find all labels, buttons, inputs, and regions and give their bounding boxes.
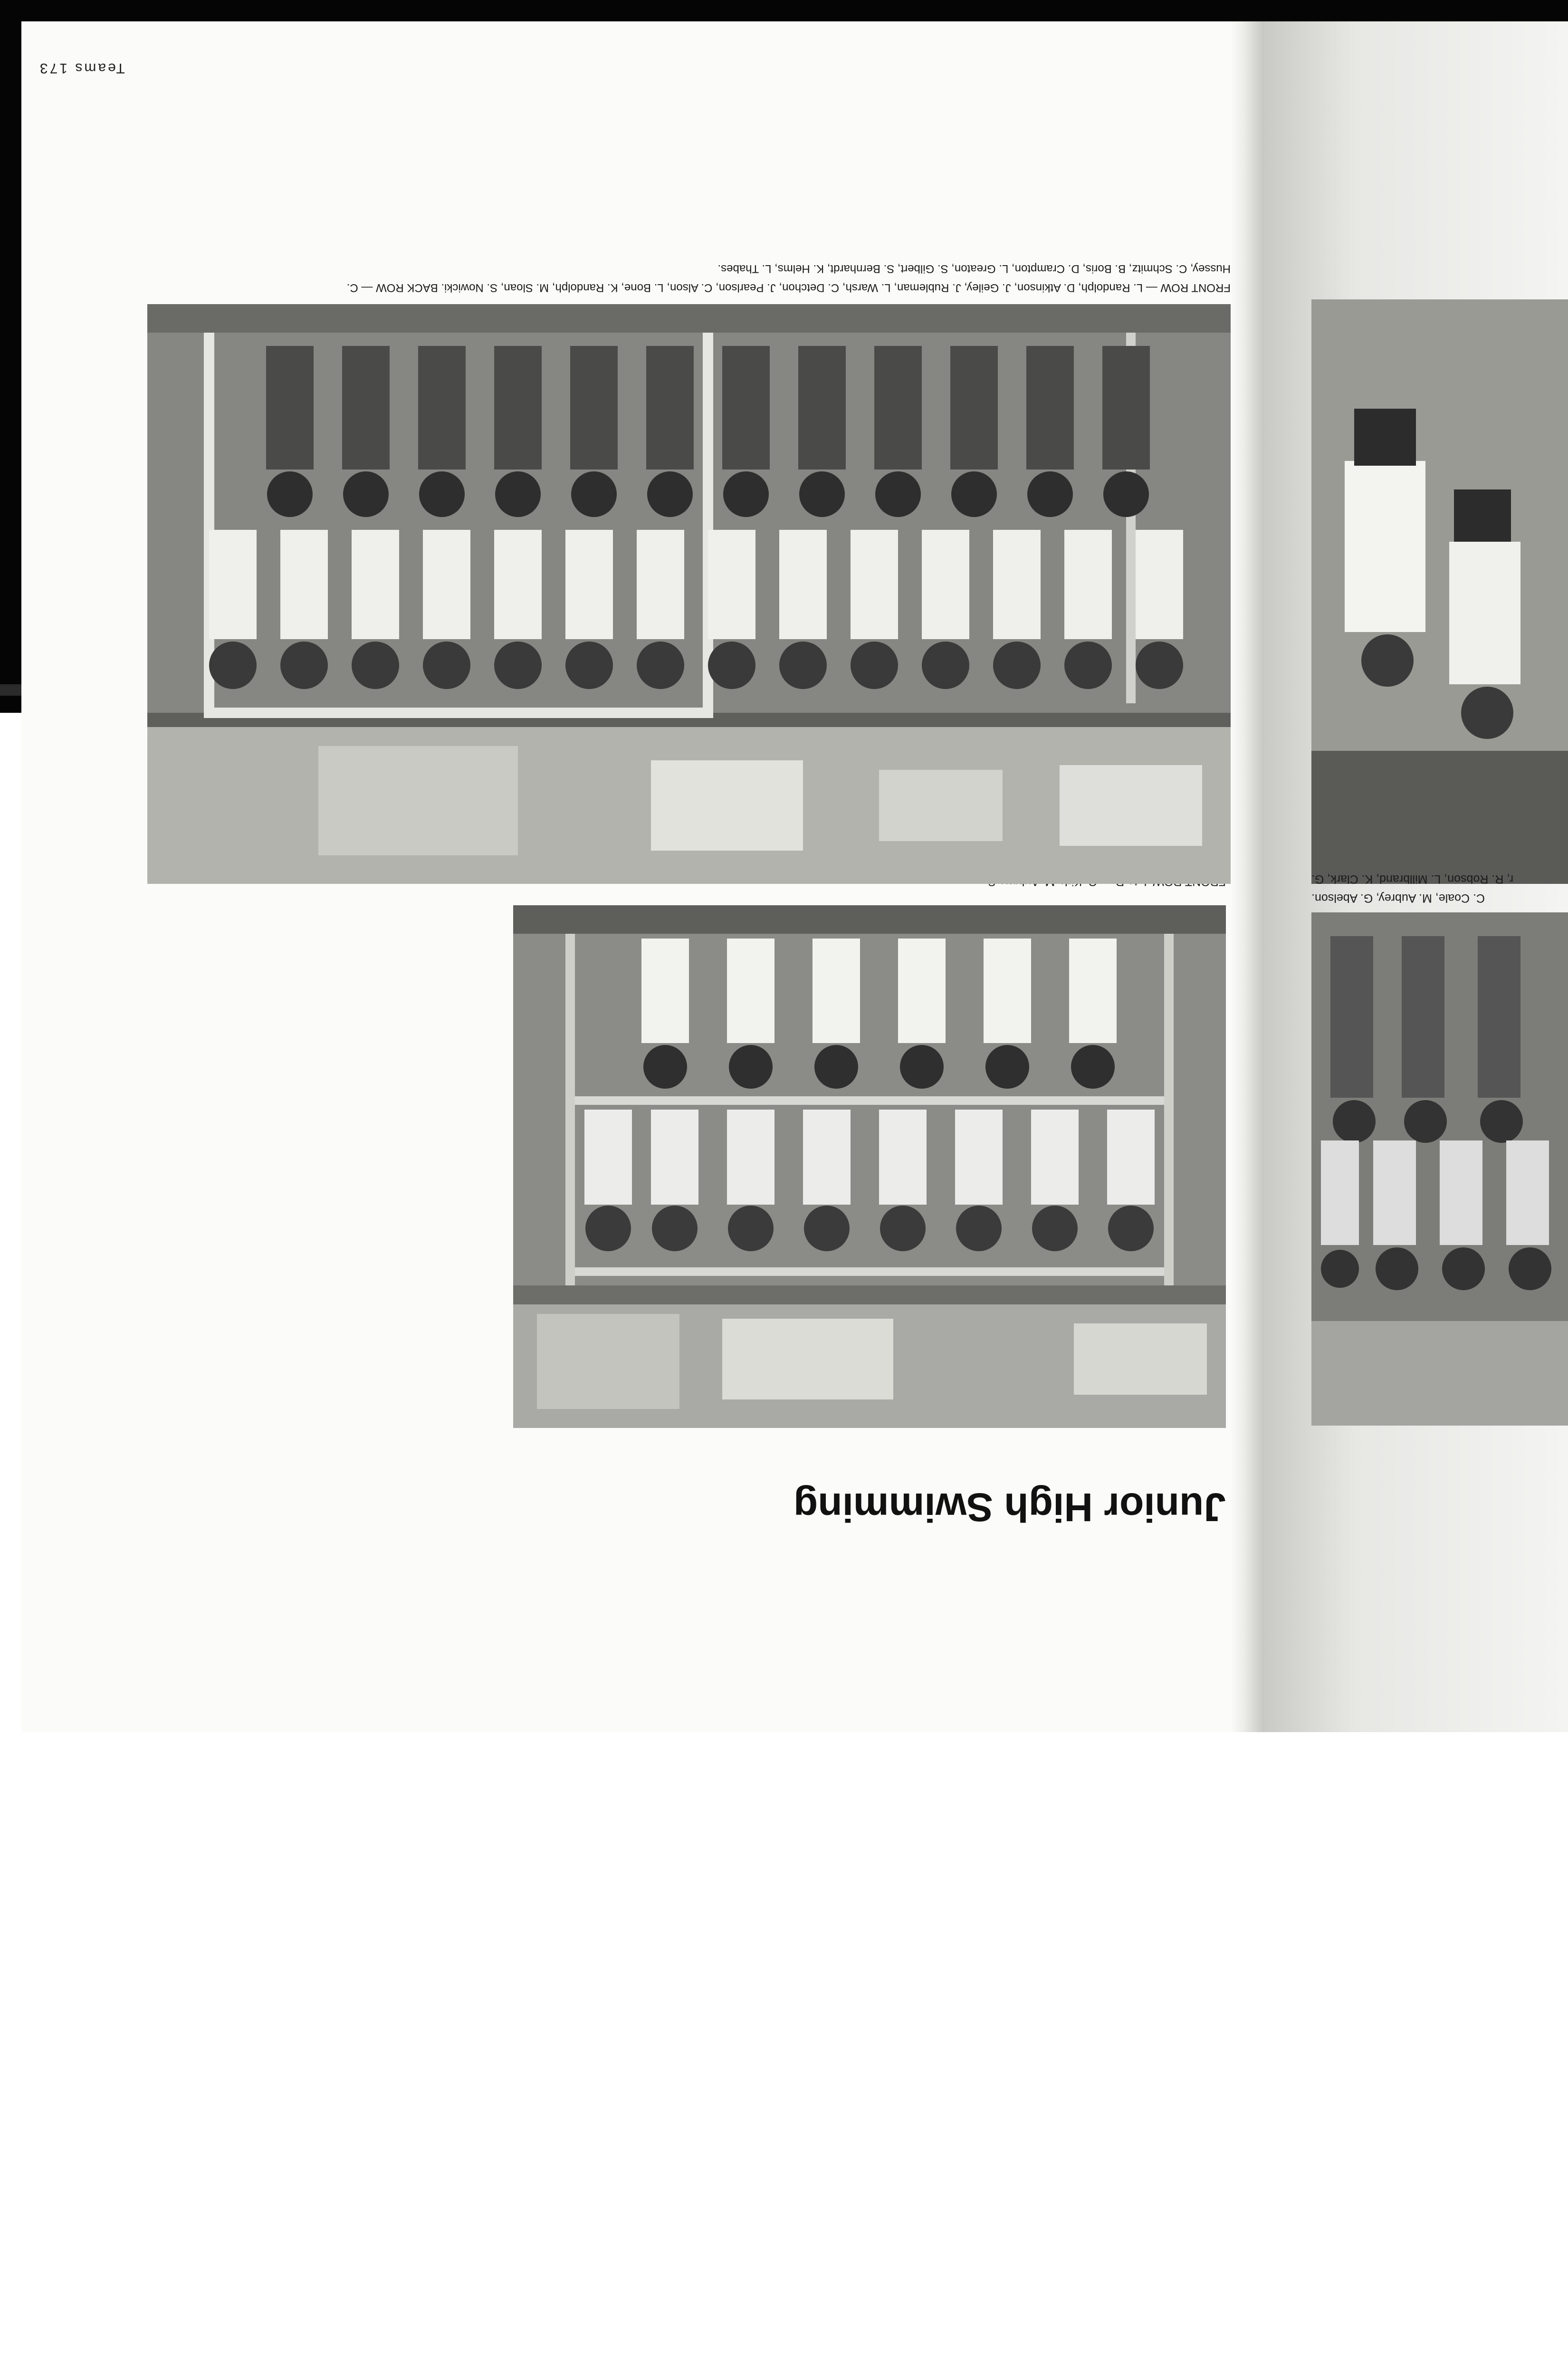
facing-page-caption-2 — [1311, 870, 1568, 889]
page-folio: Teams 173 — [38, 60, 125, 76]
caption-line: FRONT ROW — L. Randolph, D. Atkinson, J. Geiley, J. Rubleman, L. Warsh, C. Detchon, J. Pearlson, C. Alson, L. Bone, K. Randolph, M. Sloan, S. Nowicki. BACK ROW — C. — [346, 281, 1231, 294]
page-title: Junior High Swimming — [793, 1485, 1226, 1530]
caption-line: r, R. Robson, L. Millbrand, K. Clark, G. — [1311, 872, 1514, 886]
caption-line: Hussey, C. Schmitz, B. Boris, D. Crampton, L. Greaton, S. Gilbert, S. Bernhardt, K. Helms, L. Thabes. — [717, 262, 1231, 275]
caption-line: C. Coale, M. Aubrey, G. Abelson. — [1311, 891, 1485, 905]
swim-team-caption — [147, 259, 1231, 297]
facing-page-cheerleaders-photo — [1311, 299, 1568, 884]
swim-team-group-photo — [147, 304, 1231, 884]
junior-high-team-photo — [513, 905, 1226, 1428]
facing-page-caption — [1311, 889, 1568, 908]
facing-page-group-photo — [1311, 912, 1568, 1426]
book-gutter — [1231, 21, 1264, 1732]
